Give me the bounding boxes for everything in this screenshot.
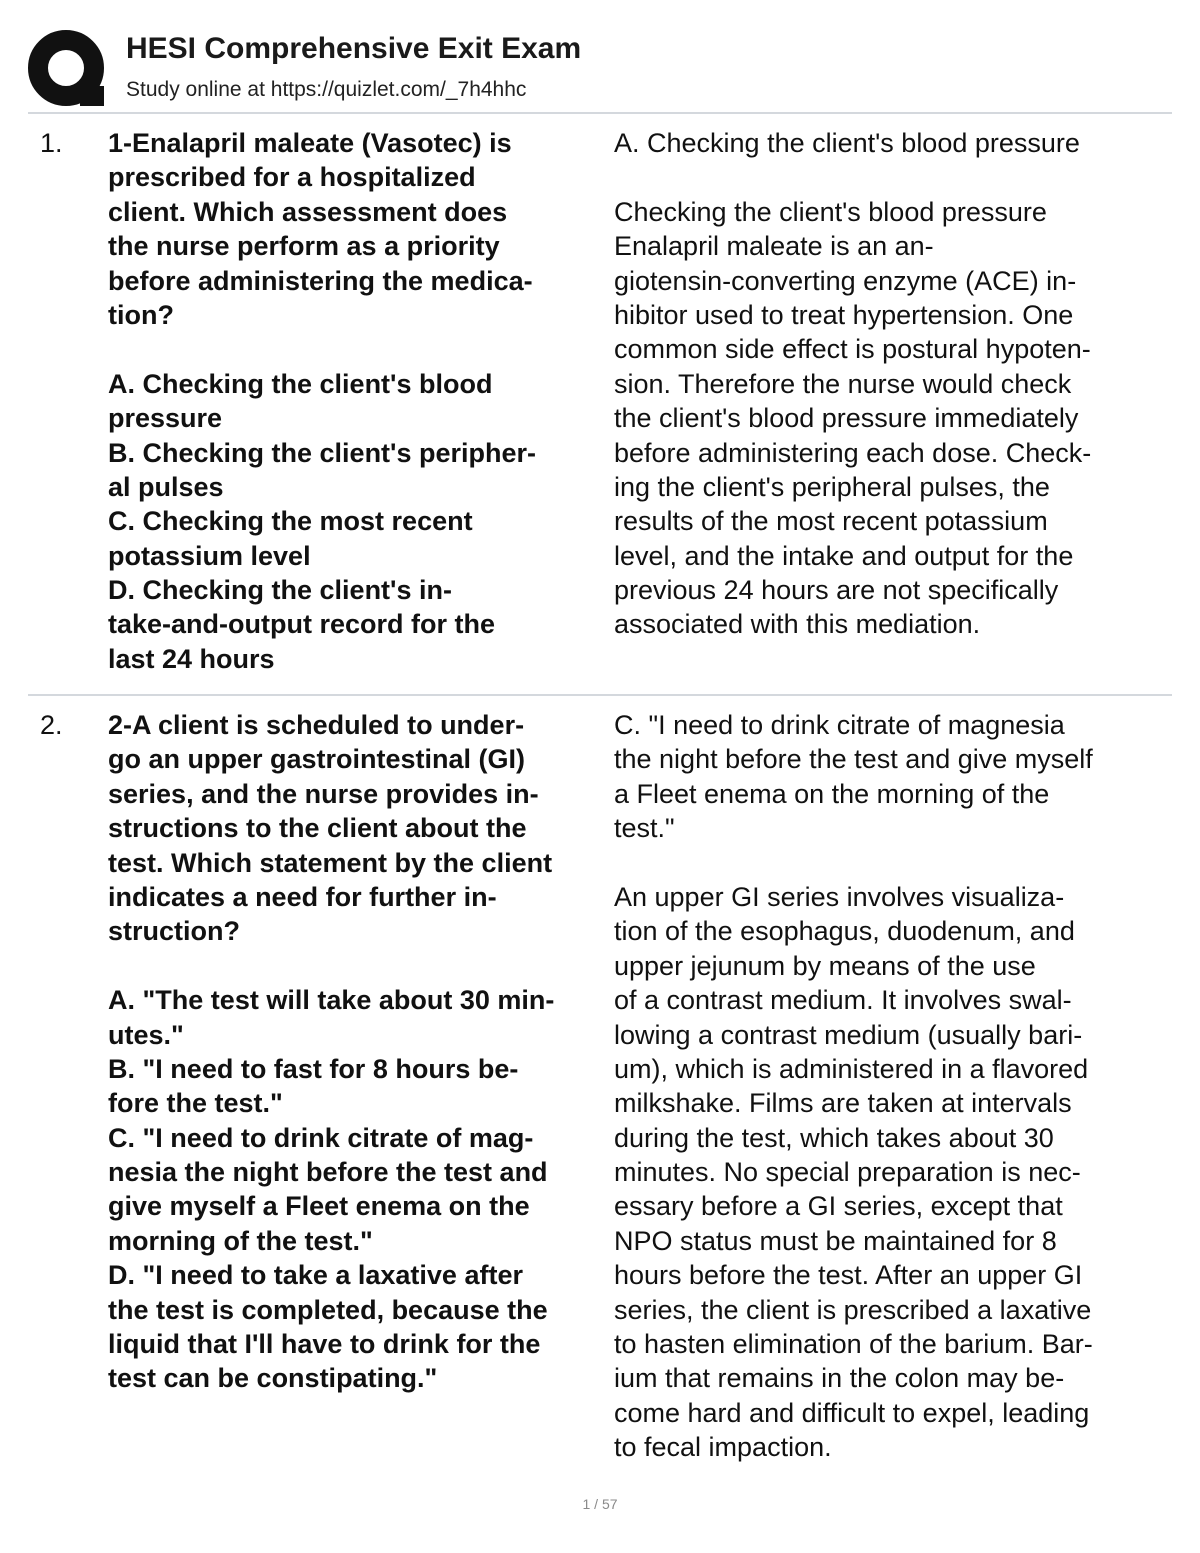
definition-line: hours before the test. After an upper GI xyxy=(614,1260,1083,1291)
term-line: morning of the test." xyxy=(108,1225,373,1256)
definition-line: NPO status must be maintained for 8 xyxy=(614,1225,1057,1256)
definition-line: lowing a contrast medium (usually bari- xyxy=(614,1019,1083,1050)
term-line: client. Which assessment does xyxy=(108,196,508,227)
definition-line: the night before the test and give myself xyxy=(614,744,1093,775)
card-number: 1. xyxy=(40,128,63,158)
blank-line xyxy=(614,846,1176,880)
term-line: B. Checking the client's peripher- xyxy=(108,437,537,468)
term-line: pressure xyxy=(108,403,223,434)
definition-line: come hard and difficult to expel, leading xyxy=(614,1397,1090,1428)
definition-line: to fecal impaction. xyxy=(614,1432,832,1463)
definition-line: Checking the client's blood pressure xyxy=(614,196,1047,227)
definition-line: hibitor used to treat hypertension. One xyxy=(614,299,1074,330)
page-number: 1 / 57 xyxy=(582,1496,618,1512)
term-line: give myself a Fleet enema on the xyxy=(108,1191,530,1222)
page-header xyxy=(28,28,1178,110)
card-number: 2. xyxy=(40,710,63,740)
term-line: C. "I need to drink citrate of mag- xyxy=(108,1122,534,1153)
definition-line: results of the most recent potassium xyxy=(614,506,1048,537)
definition-line: to hasten elimination of the barium. Bar- xyxy=(614,1329,1093,1360)
card-term xyxy=(108,708,608,1396)
term-line: test. Which statement by the client xyxy=(108,847,553,878)
term-line: al pulses xyxy=(108,471,224,502)
blank-line xyxy=(108,949,608,983)
definition-line: a Fleet enema on the morning of the xyxy=(614,778,1050,809)
definition-line: of a contrast medium. It involves swal- xyxy=(614,985,1072,1016)
term-line: A. "The test will take about 30 min- xyxy=(108,985,555,1016)
term-line: tion? xyxy=(108,299,174,330)
definition-line: sion. Therefore the nurse would check xyxy=(614,368,1072,399)
definition-line: the client's blood pressure immediately xyxy=(614,403,1079,434)
blank-line xyxy=(108,332,608,366)
definition-line: level, and the intake and output for the xyxy=(614,540,1074,571)
card-divider xyxy=(28,694,1172,696)
term-line: fore the test." xyxy=(108,1088,283,1119)
definition-line: previous 24 hours are not specifically xyxy=(614,575,1059,606)
term-line: B. "I need to fast for 8 hours be- xyxy=(108,1053,519,1084)
header-divider xyxy=(28,112,1172,114)
definition-line: upper jejunum by means of the use xyxy=(614,950,1036,981)
definition-line: ing the client's peripheral pulses, the xyxy=(614,471,1050,502)
definition-line: tion of the esophagus, duodenum, and xyxy=(614,916,1075,947)
term-line: structions to the client about the xyxy=(108,813,527,844)
term-line: 2-A client is scheduled to under- xyxy=(108,710,525,740)
term-line: the test is completed, because the xyxy=(108,1294,548,1325)
definition-line: test." xyxy=(614,813,675,844)
term-line: the nurse perform as a priority xyxy=(108,231,500,262)
term-line: 1-Enalapril maleate (Vasotec) is xyxy=(108,128,512,158)
term-line: D. "I need to take a laxative after xyxy=(108,1260,523,1291)
definition-line: common side effect is postural hypoten- xyxy=(614,334,1091,365)
definition-line: An upper GI series involves visualiza- xyxy=(614,881,1065,912)
term-line: C. Checking the most recent xyxy=(108,506,473,537)
flashcard-1 xyxy=(28,126,1172,682)
term-line: series, and the nurse provides in- xyxy=(108,778,539,809)
page-title: HESI Comprehensive Exit Exam xyxy=(126,32,582,65)
term-line: potassium level xyxy=(108,540,311,571)
definition-line: associated with this mediation. xyxy=(614,609,981,640)
card-term xyxy=(108,126,608,676)
definition-line: Enalapril maleate is an an- xyxy=(614,231,934,262)
term-line: liquid that I'll have to drink for the xyxy=(108,1329,541,1360)
definition-line: milkshake. Films are taken at intervals xyxy=(614,1088,1072,1119)
term-line: take-and-output record for the xyxy=(108,609,496,640)
definition-line: giotensin-converting enzyme (ACE) in- xyxy=(614,265,1077,296)
definition-line: ium that remains in the colon may be- xyxy=(614,1363,1065,1394)
blank-line xyxy=(614,160,1176,194)
definition-line: A. Checking the client's blood pressure xyxy=(614,128,1080,158)
card-definition xyxy=(614,708,1176,1465)
card-definition xyxy=(614,126,1176,642)
term-line: indicates a need for further in- xyxy=(108,881,497,912)
term-line: test can be constipating." xyxy=(108,1363,438,1394)
term-line: utes." xyxy=(108,1019,184,1050)
flashcard-2 xyxy=(28,708,1172,1468)
term-line: D. Checking the client's in- xyxy=(108,575,452,606)
definition-line: C. "I need to drink citrate of magnesia xyxy=(614,710,1065,740)
term-line: go an upper gastrointestinal (GI) xyxy=(108,744,526,775)
term-line: before administering the medica- xyxy=(108,265,533,296)
term-line: last 24 hours xyxy=(108,643,275,674)
study-online-link[interactable]: Study online at https://quizlet.com/_7h4hhc xyxy=(126,78,527,101)
definition-line: before administering each dose. Check- xyxy=(614,437,1092,468)
definition-line: series, the client is prescribed a laxative xyxy=(614,1294,1092,1325)
definition-line: um), which is administered in a flavored xyxy=(614,1053,1089,1084)
term-line: A. Checking the client's blood xyxy=(108,368,493,399)
quizlet-logo-icon xyxy=(28,30,106,108)
definition-line: during the test, which takes about 30 xyxy=(614,1122,1054,1153)
term-line: prescribed for a hospitalized xyxy=(108,162,476,193)
term-line: nesia the night before the test and xyxy=(108,1157,548,1188)
term-line: struction? xyxy=(108,916,240,947)
definition-line: minutes. No special preparation is nec- xyxy=(614,1157,1081,1188)
definition-line: essary before a GI series, except that xyxy=(614,1191,1063,1222)
